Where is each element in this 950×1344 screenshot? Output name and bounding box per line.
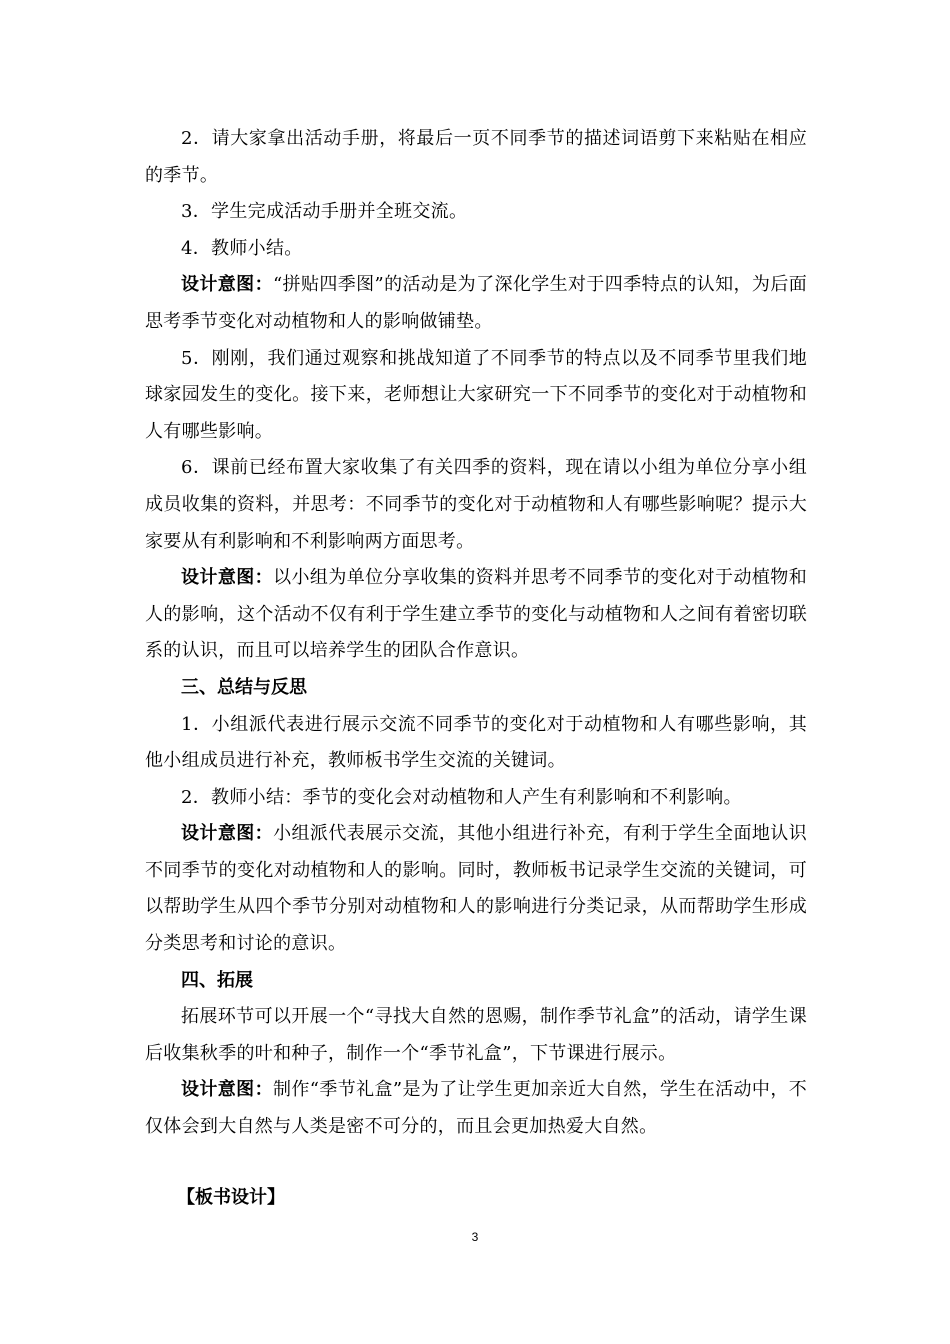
- paragraph-text: 6．课前已经布置大家收集了有关四季的资料，现在请以小组为单位分享小组成员收集的资料，并思考：不同季节的变化对于动植物和人有哪些影响呢？提示大家要从有利影响和不利影响两方面思考。: [145, 457, 807, 552]
- paragraph-text: 拓展环节可以开展一个“寻找大自然的恩赐，制作季节礼盒”的活动，请学生课后收集秋季的叶和种子，制作一个“季节礼盒”，下节课进行展示。: [145, 1006, 807, 1064]
- design-intent-label: 设计意图：: [181, 823, 274, 845]
- paragraph-design-intent-3: [145, 816, 807, 962]
- paragraph-design-intent-4: [145, 1072, 807, 1145]
- design-intent-label: 设计意图：: [181, 567, 274, 589]
- paragraph-text: 3．学生完成活动手册并全班交流。: [181, 201, 468, 223]
- paragraph-step-3: [145, 194, 807, 231]
- section-heading-summary: 三、总结与反思: [181, 676, 307, 698]
- paragraph-summary-1: [145, 707, 807, 780]
- paragraph-extension-1: [145, 999, 807, 1072]
- board-design-title: 【板书设计】: [177, 1187, 285, 1208]
- paragraph-step-6: [145, 450, 807, 560]
- paragraph-text: 1．小组派代表进行展示交流不同季节的变化对于动植物和人有哪些影响，其他小组成员进行补充，教师板书学生交流的关键词。: [145, 713, 807, 772]
- paragraph-text: 4．教师小结。: [181, 237, 303, 259]
- document-body: [145, 121, 807, 1146]
- paragraph-step-2: [145, 121, 807, 194]
- paragraph-step-5: [145, 341, 807, 451]
- paragraph-text: 5．刚刚，我们通过观察和挑战知道了不同季节的特点以及不同季节里我们地球家园发生的变化。接下来，老师想让大家研究一下不同季节的变化对于动植物和人有哪些影响。: [145, 347, 807, 442]
- section-heading-extension: 四、拓展: [181, 969, 253, 991]
- page-number: 3: [471, 1230, 479, 1244]
- paragraph-step-4: [145, 231, 807, 268]
- paragraph-design-intent-1: [145, 267, 807, 340]
- paragraph-text: 以小组为单位分享收集的资料并思考不同季节的变化对于动植物和人的影响，这个活动不仅有利于学生建立季节的变化与动植物和人之间有着密切联系的认识，而且可以培养学生的团队合作意识。: [145, 567, 807, 662]
- paragraph-summary-2: [145, 780, 807, 817]
- paragraph-text: 制作“季节礼盒”是为了让学生更加亲近大自然，学生在活动中，不仅体会到大自然与人类是密不可分的，而且会更加热爱大自然。: [145, 1079, 808, 1138]
- paragraph-text: 2．教师小结：季节的变化会对动植物和人产生有利影响和不利影响。: [181, 786, 742, 808]
- design-intent-label: 设计意图：: [181, 274, 273, 296]
- paragraph-design-intent-2: [145, 560, 807, 670]
- design-intent-label: 设计意图：: [181, 1079, 273, 1101]
- paragraph-text: “拼贴四季图”的活动是为了深化学生对于四季特点的认知，为后面思考季节变化对动植物和人的影响做铺垫。: [145, 274, 808, 332]
- paragraph-text: 2．请大家拿出活动手册，将最后一页不同季节的描述词语剪下来粘贴在相应的季节。: [145, 128, 807, 186]
- paragraph-text: 小组派代表展示交流，其他小组进行补充，有利于学生全面地认识不同季节的变化对动植物和人的影响。同时，教师板书记录学生交流的关键词，可以帮助学生从四个季节分别对动植物和人的影响进行分类记录，从而帮助学生形成分类思考和讨论的意识。: [145, 823, 807, 955]
